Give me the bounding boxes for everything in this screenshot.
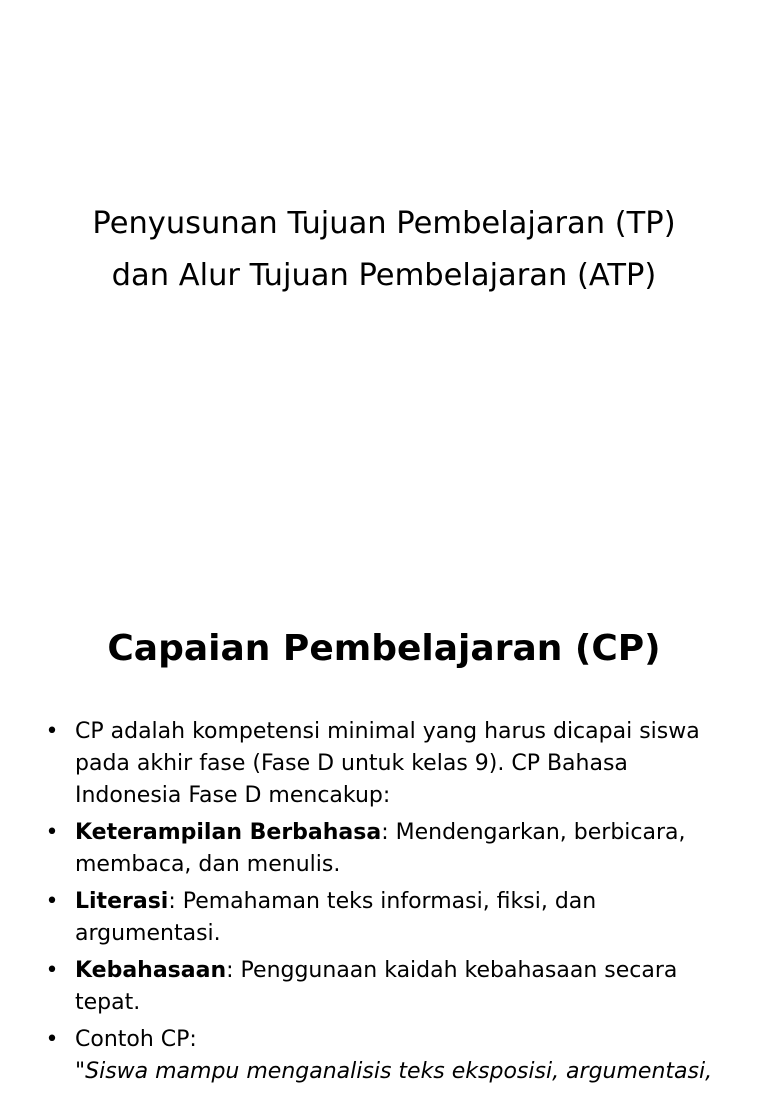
bullet-lead: Literasi	[75, 889, 169, 914]
slide-title	[40, 198, 728, 302]
bullet-lead: Kebahasaan	[75, 958, 227, 983]
slide-title-line-1: Penyusunan Tujuan Pembelajaran (TP)	[92, 206, 676, 241]
slide-heading: Capaian Pembelajaran (CP)	[107, 628, 661, 669]
bullet-item-literasi	[0, 886, 768, 950]
bullet-item-cp-definition	[0, 716, 768, 812]
slide-2	[0, 576, 768, 1084]
bullet-text: : Pemahaman teks informasi, fiksi, dan argumentasi.	[75, 889, 597, 946]
bullet-text: CP adalah kompetensi minimal yang harus dicapai siswa pada akhir fase (Fase D untuk kelas 9). CP Bahasa Indonesia Fase D mencakup:	[75, 719, 700, 808]
bullet-lead: Keterampilan Berbahasa	[75, 820, 382, 845]
slide-title-line-2: dan Alur Tujuan Pembelajaran (ATP)	[111, 258, 657, 293]
bullet-item-keterampilan	[0, 817, 768, 881]
bullet-icon: •	[45, 889, 59, 914]
bullet-icon: •	[45, 820, 59, 845]
bullet-item-contoh-cp	[0, 1024, 768, 1088]
bullet-icon: •	[45, 719, 59, 744]
bullet-list	[0, 716, 768, 1093]
bullet-text: : Mendengarkan, berbicara, membaca, dan menulis.	[75, 820, 686, 877]
bullet-example-quote: "Siswa mampu menganalisis teks eksposisi, argumentasi,	[75, 1059, 713, 1084]
bullet-item-kebahasaan	[0, 955, 768, 1019]
bullet-text: Contoh CP:	[75, 1027, 197, 1052]
bullet-text: : Penggunaan kaidah kebahasaan secara tepat.	[75, 958, 678, 1015]
bullet-icon: •	[45, 958, 59, 983]
bullet-icon: •	[45, 1027, 59, 1052]
